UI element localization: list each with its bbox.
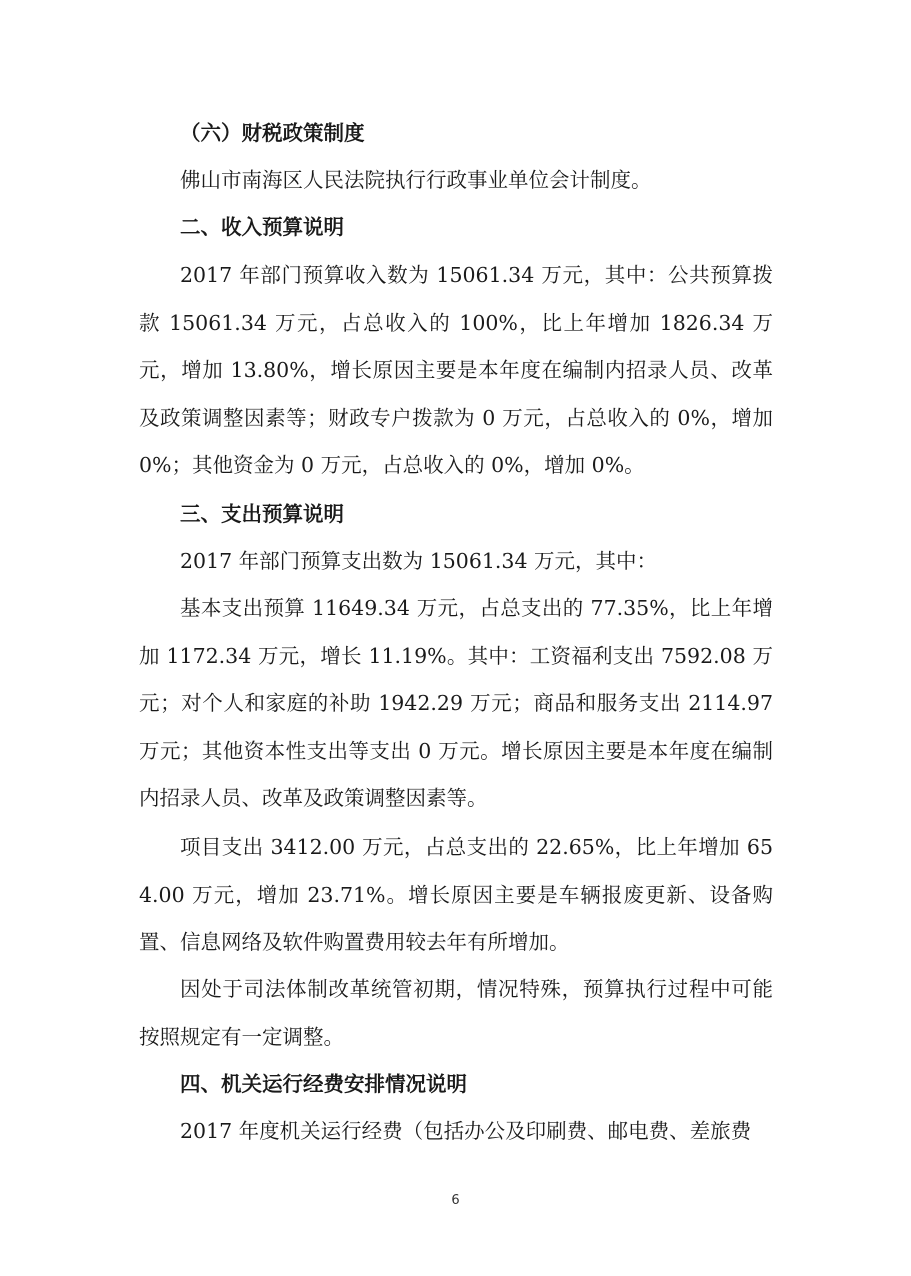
section-heading-expenditure-budget: 三、支出预算说明 [180, 502, 344, 526]
paragraph-adjustment-note: 因处于司法体制改革统管初期，情况特殊，预算执行过程中可能按照规定有一定调整。 [139, 977, 773, 1049]
paragraph-operating-expenses: 2017 年度机关运行经费（包括办公及印刷费、邮电费、差旅费 [180, 1119, 752, 1143]
paragraph-project-expenditure: 项目支出 3412.00 万元，占总支出的 22.65%，比上年增加 654.00 万元，增加 23.71%。增长原因主要是车辆报废更新、设备购置、信息网络及软件购置费用较去年有所增加。 [139, 835, 773, 954]
section-heading-fiscal-policy: （六）财税政策制度 [180, 121, 365, 145]
paragraph-accounting-system: 佛山市南海区人民法院执行行政事业单位会计制度。 [180, 168, 652, 192]
paragraph-income-budget: 2017 年部门预算收入数为 15061.34 万元，其中：公共预算拨款 15061.34 万元，占总收入的 100%，比上年增加 1826.34 万元，增加 13.80%，增长原因主要是本年度在编制内招录人员、改革及政策调整因素等；财政专户拨款为 0 万元，占总收入的 0%，增加 0%；其他资金为 0 万元，占总收入的 0%，增加 0%。 [139, 263, 773, 477]
paragraph-expenditure-total: 2017 年部门预算支出数为 15061.34 万元，其中： [180, 549, 658, 573]
section-heading-operating-expenses: 四、机关运行经费安排情况说明 [180, 1072, 467, 1096]
section-heading-income-budget: 二、收入预算说明 [180, 215, 344, 239]
page-number: 6 [451, 1193, 460, 1208]
paragraph-basic-expenditure: 基本支出预算 11649.34 万元，占总支出的 77.35%，比上年增加 1172.34 万元，增长 11.19%。其中：工资福利支出 7592.08 万元；对个人和家庭的补助 1942.29 万元；商品和服务支出 2114.97 万元；其他资本性支出等支出 0 万元。增长原因主要是本年度在编制内招录人员、改革及政策调整因素等。 [139, 596, 773, 810]
